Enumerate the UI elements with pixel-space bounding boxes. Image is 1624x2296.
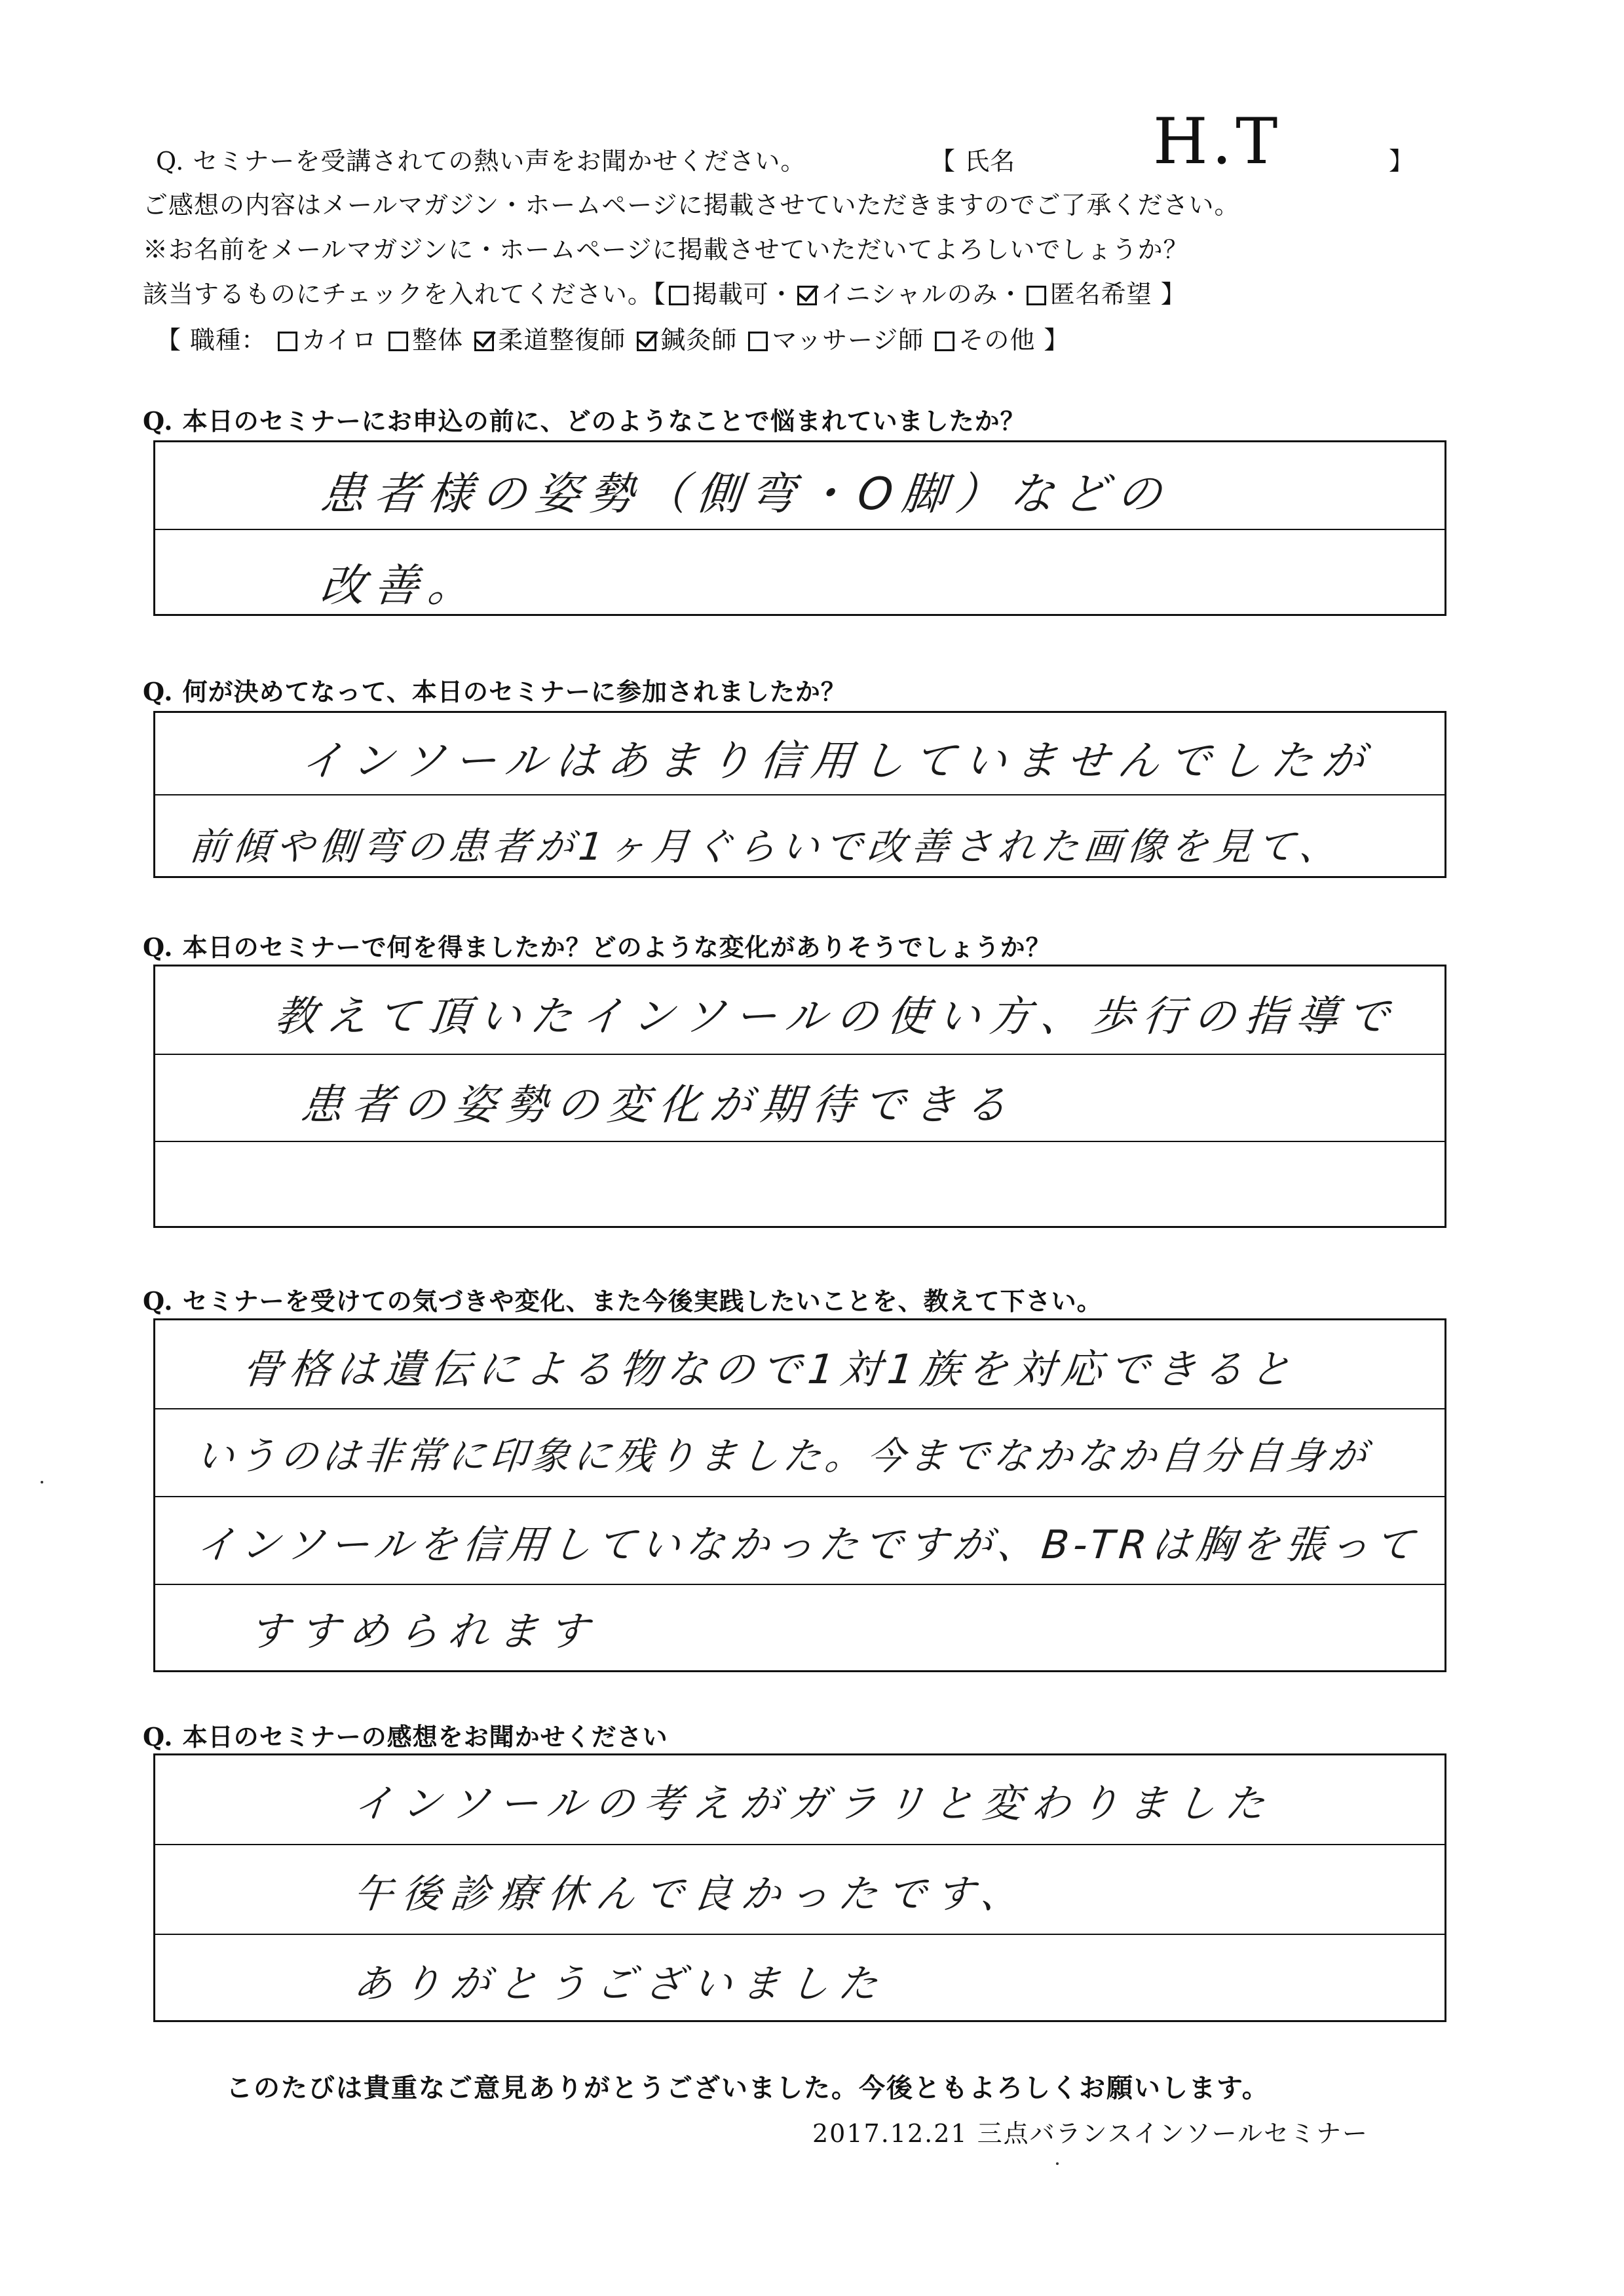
q5-answer-line-2: 午後診療休んで良かったです、: [350, 1871, 1032, 1917]
occupation-chiro: カイロ: [301, 326, 378, 354]
name-value: H.T: [1153, 105, 1282, 178]
check-prompt: 該当するものにチェックを入れてください。【: [143, 280, 666, 309]
occupation-close: 】: [1044, 326, 1070, 354]
occupation-judo: 柔道整復師: [498, 326, 626, 354]
footer-date-event: 2017.12.21 三点バランスインソールセミナー: [812, 2119, 1369, 2148]
occupation-other: その他: [958, 326, 1036, 354]
occupation-row: [156, 320, 1069, 356]
scan-speck: [41, 1481, 43, 1483]
ruled-line: [155, 1496, 1445, 1497]
q4-answer-line-2: いうのは非常に印象に残りました。今までなかなか自分自身が: [193, 1434, 1373, 1478]
occupation-label: 【 職種：: [156, 326, 267, 354]
q5-question: Q. 本日のセミナーの感想をお聞かせください: [143, 1722, 668, 1751]
voice-prompt: Q. セミナーを受講されての熱い声をお聞かせください。: [156, 147, 806, 176]
q3-answer-line-2: 患者の姿勢の変化が期待できる: [298, 1081, 1019, 1130]
scan-speck: [1056, 2162, 1059, 2165]
checkbox-publish[interactable]: [669, 286, 689, 305]
q3-question: Q. 本日のセミナーで何を得ましたか？どのような変化がありそうでしょうか？: [143, 932, 1051, 962]
ruled-line: [155, 794, 1445, 795]
permission-row: [143, 274, 1186, 310]
q2-answer-line-1: インソールはあまり信用していませんでしたが: [298, 737, 1376, 786]
checkbox-chiro[interactable]: [278, 332, 297, 351]
checkbox-anonymous[interactable]: [1027, 286, 1046, 305]
q3-answer-line-1: 教えて頂いたインソールの使い方、歩行の指導で: [272, 993, 1401, 1041]
ruled-line: [155, 1584, 1445, 1585]
footer-thanks: このたびは貴重なご意見ありがとうございました。今後ともよろしくお願いします。: [226, 2073, 1270, 2103]
ruled-line: [155, 1934, 1445, 1935]
checkbox-massage[interactable]: [748, 332, 768, 351]
q4-answer-line-4: すすめられます: [246, 1607, 600, 1655]
ruled-line: [155, 1141, 1445, 1142]
options-close: 】: [1160, 280, 1186, 309]
q1-answer-line-2: 改善。: [318, 560, 485, 612]
q4-answer-line-3: インソールを信用していなかったですが、B-TRは胸を張って: [193, 1522, 1422, 1568]
q5-answer-line-1: インソールの考えがガラリと変わりました: [350, 1781, 1276, 1827]
q4-answer-line-1: 骨格は遺伝による物なので1対1族を対応できると: [239, 1345, 1300, 1393]
option-anonymous: 匿名希望: [1049, 280, 1152, 309]
ruled-line: [155, 1408, 1445, 1409]
occupation-acupuncture: 鍼灸師: [660, 326, 738, 354]
q1-answer-line-1: 患者様の姿勢（側弯・O脚）などの: [318, 469, 1174, 520]
q2-question: Q. 何が決めてなって、本日のセミナーに参加されましたか？: [143, 677, 846, 706]
checkbox-judo[interactable]: [474, 332, 494, 351]
name-close: 】: [1389, 147, 1415, 176]
ruled-line: [155, 1054, 1445, 1055]
checkbox-acupuncture[interactable]: [637, 332, 656, 351]
occupation-massage: マッサージ師: [772, 326, 924, 354]
checkbox-initials[interactable]: [797, 286, 817, 305]
permission-question: ※お名前をメールマガジンに・ホームページに掲載させていただいてよろしいでしょうか？: [143, 235, 1189, 264]
name-label: 【 氏名: [930, 147, 1016, 176]
checkbox-other[interactable]: [935, 332, 954, 351]
option-initials: イニシャルのみ・: [820, 280, 1024, 309]
q2-answer-line-2: 前傾や側弯の患者が1ヶ月ぐらいで改善された画像を見て、: [187, 824, 1345, 869]
publish-notice: ご感想の内容はメールマガジン・ホームページに掲載させていただきますのでご了承ください。: [143, 191, 1240, 220]
ruled-line: [155, 1844, 1445, 1845]
q5-answer-line-3: ありがとうございました: [350, 1961, 890, 2007]
option-publish: 掲載可・: [692, 280, 795, 309]
q1-question: Q. 本日のセミナーにお申込の前に、どのようなことで悩まれていましたか？: [143, 406, 1026, 436]
q4-question: Q. セミナーを受けての気づきや変化、また今後実践したいことを、教えて下さい。: [143, 1286, 1103, 1316]
occupation-seitai: 整体: [412, 326, 464, 354]
checkbox-seitai[interactable]: [388, 332, 408, 351]
ruled-line: [155, 529, 1445, 530]
